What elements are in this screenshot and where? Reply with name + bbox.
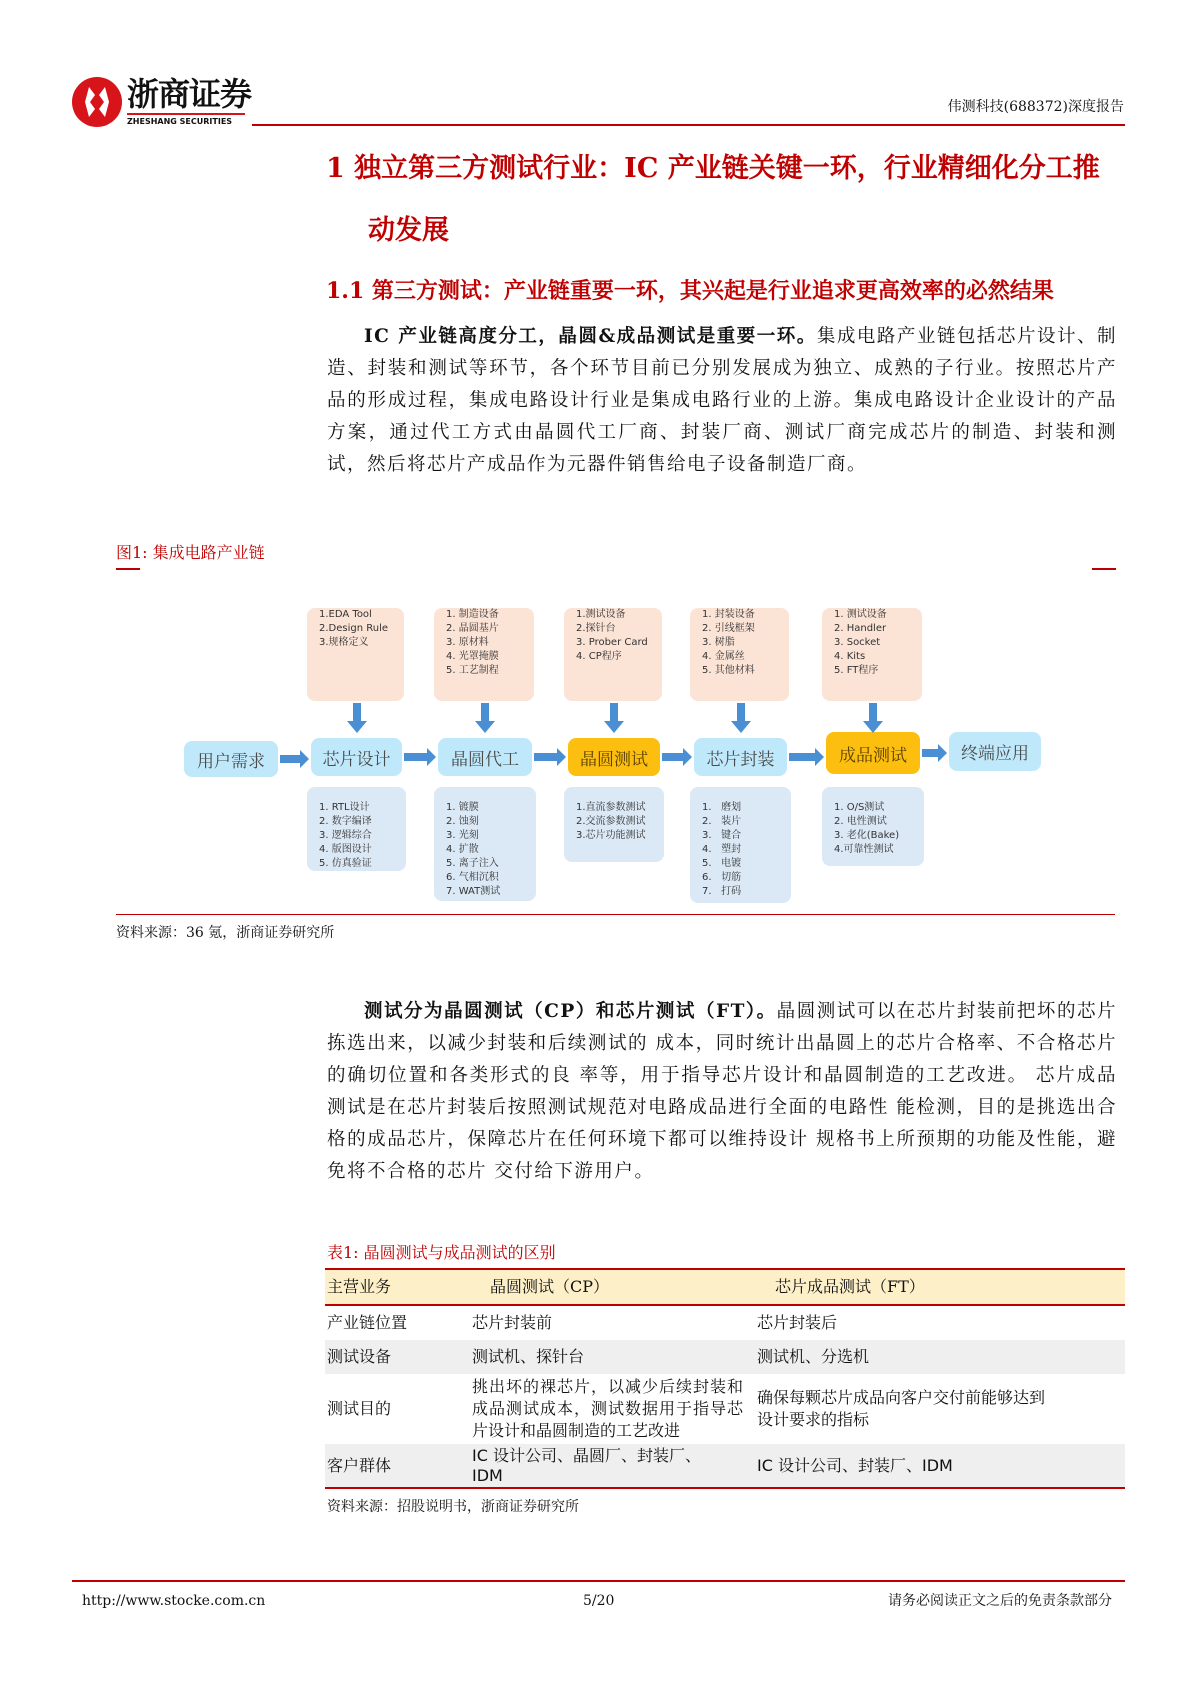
section-title-line2: 动发展 [368, 215, 449, 246]
paragraph-2-body: 晶圆测试可以在芯片封装前把坏的芯片拣选出来，以减少封装和后续测试的 成本，同时统计出晶圆上的芯片合格率、不合格芯片的确切位置和各类形式的良 率等，用于指导芯片设计和晶圆制造的工艺改进。 芯片成品测试是在芯片封装后按照测试规范对电路成品进行全面的电路性 能检测，目的是挑选出合格的成品芯片，保障芯片在任何环境下都可以维持设计 规格书上所预期的功能及性能，避免将不合格的芯片 交付给下游用户。 [327, 1001, 1117, 1182]
step-item: 1. RTL设计 [319, 802, 370, 813]
stage-steps-box [307, 787, 406, 871]
step-item: 5. 电镀 [702, 858, 742, 869]
step-item: 4. 版图设计 [319, 844, 372, 855]
input-item: 2.探针台 [576, 623, 616, 634]
paragraph-2 [327, 996, 1117, 1188]
step-item: 1. 镀膜 [446, 802, 479, 813]
paragraph-1-body: 集成电路产业链包括芯片设计、制造、封装和测试等环节，各个环节目前已分别发展成为独立、成熟的子行业。按照芯片产品的形成过程，集成电路设计行业是集成电路行业的上游。集成电路设计企业设计的产品方案，通过代工方式由晶圆代工厂商、封装厂商、测试厂商完成芯片的制造、封装和测试，然后将芯片产成品作为元器件销售给电子设备制造厂商。 [327, 326, 1117, 475]
input-item: 4. 光罩掩膜 [446, 651, 499, 662]
step-item: 6. 切筋 [702, 872, 742, 883]
section-title-line1: 1 独立第三方测试行业：IC 产业链关键一环，行业精细化分工推 [326, 153, 1100, 184]
table-cell: 测试机、探针台 [470, 1340, 755, 1374]
input-item: 3. Socket [834, 637, 881, 648]
right-arrow-icon [404, 748, 436, 766]
figure-caption: 图1: 集成电路产业链 [116, 543, 265, 562]
right-arrow-icon [280, 750, 309, 768]
input-item: 1. 制造设备 [446, 609, 499, 620]
table-header-row [325, 1269, 1125, 1305]
table-cell: 测试目的 [327, 1399, 392, 1418]
input-item: 3. 原材料 [446, 637, 489, 648]
step-item: 2. 蚀刻 [446, 816, 479, 827]
table-cell: 测试设备 [325, 1340, 470, 1374]
table-source: 资料来源：招股说明书，浙商证券研究所 [327, 1499, 579, 1515]
input-item: 2. Handler [834, 623, 887, 634]
figure-rule-left [116, 568, 140, 570]
stage-inputs-box [307, 608, 404, 701]
logo-emblem [72, 77, 122, 127]
header-divider [252, 124, 1125, 126]
input-item: 2.Design Rule [319, 623, 389, 634]
paragraph-1-lead: IC 产业链高度分工，晶圆&成品测试是重要一环。 [364, 326, 817, 347]
table-cell: IC 设计公司、封装厂、IDM [755, 1444, 1125, 1488]
step-item: 2. 电性测试 [834, 816, 887, 827]
step-item: 2.交流参数测试 [576, 816, 646, 827]
table-header: 主营业务 [325, 1269, 470, 1305]
step-item: 4. 扩散 [446, 844, 479, 855]
table-caption: 表1: 晶圆测试与成品测试的区别 [327, 1243, 556, 1262]
table-row [325, 1374, 1125, 1444]
report-title: 伟测科技(688372)深度报告 [947, 99, 1124, 115]
stage-steps-box [690, 787, 791, 903]
input-item: 4. CP程序 [576, 651, 622, 662]
table-cell: 确保每颗芯片成品向客户交付前能够达到设计要求的指标 [757, 1388, 1046, 1429]
step-item: 3. 逻辑综合 [319, 830, 372, 841]
input-item: 1. 封装设备 [702, 609, 755, 620]
table-cell: IC 设计公司、晶圆厂、封装厂、IDM [470, 1444, 755, 1488]
step-item: 1.直流参数测试 [576, 802, 646, 813]
input-item: 4. 金属丝 [702, 651, 745, 662]
input-item: 2. 引线框架 [702, 623, 755, 634]
input-item: 5. 工艺制程 [446, 665, 499, 676]
table-cell: 芯片封装后 [757, 1313, 838, 1332]
stage-box: 用户需求 [184, 741, 278, 777]
input-item: 3. 树脂 [702, 637, 735, 648]
stage-inputs-box [564, 608, 662, 701]
step-item: 5. 离子注入 [446, 858, 499, 869]
down-arrow-icon [863, 703, 883, 733]
down-arrow-icon [347, 703, 367, 733]
table-row [325, 1340, 1125, 1374]
right-arrow-icon [789, 748, 824, 766]
input-item: 5. FT程序 [834, 665, 879, 676]
step-item: 2. 数字编译 [319, 816, 372, 827]
footer-disclaimer: 请务必阅读正文之后的免责条款部分 [888, 1593, 1112, 1609]
step-item: 3.芯片功能测试 [576, 830, 646, 841]
stage-box: 成品测试 [826, 732, 920, 774]
input-item: 4. Kits [834, 651, 866, 662]
stage-box: 晶圆测试 [568, 738, 660, 776]
stage-box: 芯片封装 [694, 738, 787, 776]
logo-bar [127, 113, 245, 115]
input-item: 1. 测试设备 [834, 609, 887, 620]
page-number: 5/20 [583, 1593, 615, 1609]
step-item: 2. 装片 [702, 816, 742, 827]
input-item: 3.规格定义 [319, 637, 369, 648]
stage-inputs-box [690, 608, 789, 701]
table-cell: 挑出坏的裸芯片，以减少后续封装和成品测试成本，测试数据用于指导芯片设计和晶圆制造的工艺改进 [472, 1377, 743, 1440]
input-item: 5. 其他材料 [702, 665, 755, 676]
step-item: 6. 气相沉积 [446, 872, 499, 883]
right-arrow-icon [534, 748, 566, 766]
input-item: 2. 晶圆基片 [446, 623, 499, 634]
input-item: 3. Prober Card [576, 637, 648, 648]
comparison-table [325, 1268, 1125, 1489]
table-row [325, 1444, 1125, 1488]
paragraph-1 [327, 321, 1117, 481]
step-item: 1. 磨划 [702, 802, 742, 813]
stage-steps-box [822, 787, 924, 866]
right-arrow-icon [662, 748, 692, 766]
table-cell: 测试机、分选机 [755, 1340, 1125, 1374]
stage-inputs-box [822, 608, 922, 701]
table-cell: 客户群体 [325, 1444, 470, 1488]
table-cell: 产业链位置 [327, 1313, 408, 1332]
down-arrow-icon [604, 703, 624, 733]
stage-steps-box [434, 787, 536, 901]
step-item: 4. 塑封 [702, 844, 742, 855]
figure-bottom-rule [116, 914, 1115, 915]
step-item: 7. WAT测试 [446, 886, 501, 897]
right-arrow-icon [922, 744, 947, 762]
table-row [325, 1305, 1125, 1340]
table-header: 晶圆测试（CP） [470, 1269, 755, 1305]
footer-divider [72, 1580, 1125, 1582]
figure-rule-right [1092, 568, 1116, 570]
step-item: 7. 打码 [702, 886, 742, 897]
step-item: 4.可靠性测试 [834, 844, 894, 855]
logo-text: 浙商证券 [127, 75, 252, 113]
table-header: 芯片成品测试（FT） [755, 1269, 1125, 1305]
input-item: 1.EDA Tool [319, 609, 372, 620]
footer-url[interactable]: http://www.stocke.com.cn [82, 1593, 266, 1609]
step-item: 1. O/S测试 [834, 802, 885, 813]
down-arrow-icon [475, 703, 495, 733]
stage-box: 晶圆代工 [438, 738, 532, 776]
stage-box: 终端应用 [949, 732, 1041, 771]
subsection-title: 1.1 第三方测试：产业链重要一环，其兴起是行业追求更高效率的必然结果 [326, 278, 1054, 304]
step-item: 3. 光刻 [446, 830, 479, 841]
logo-subtext: ZHESHANG SECURITIES [127, 117, 233, 126]
stage-inputs-box [434, 608, 534, 701]
step-item: 5. 仿真验证 [319, 858, 372, 869]
step-item: 3. 键合 [702, 830, 742, 841]
stage-box: 芯片设计 [311, 738, 402, 776]
input-item: 1.测试设备 [576, 609, 626, 620]
table-cell: 芯片封装前 [472, 1313, 553, 1332]
step-item: 3. 老化(Bake) [834, 830, 900, 841]
down-arrow-icon [731, 703, 751, 733]
paragraph-2-lead: 测试分为晶圆测试（CP）和芯片测试（FT）。 [364, 1001, 777, 1022]
figure-source: 资料来源：36 氪，浙商证券研究所 [116, 925, 335, 941]
stage-steps-box [564, 787, 664, 862]
